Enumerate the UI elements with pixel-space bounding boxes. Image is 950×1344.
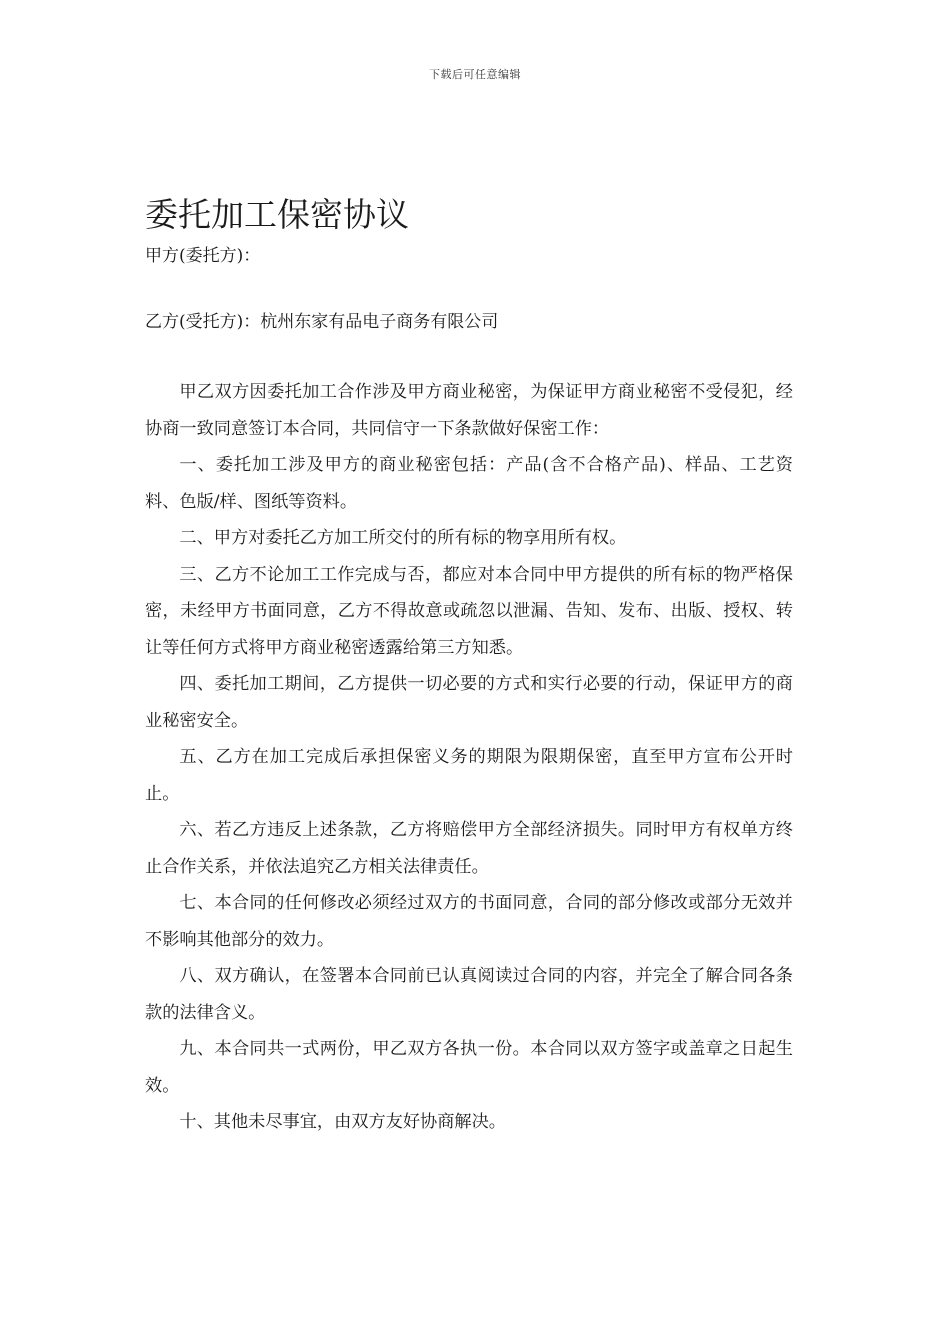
page-header-note: 下载后可任意编辑 xyxy=(429,68,521,81)
clause-10: 十、其他未尽事宜，由双方友好协商解决。 xyxy=(179,1112,506,1132)
document-title: 委托加工保密协议 xyxy=(145,195,409,234)
party-a-line: 甲方(委托方)： xyxy=(145,246,261,266)
clause-8: 八、双方确认，在签署本合同前已认真阅读过合同的内容，并完全了解合同各条款的法律含义。 xyxy=(145,966,793,1023)
clause-6: 六、若乙方违反上述条款，乙方将赔偿甲方全部经济损失。同时甲方有权单方终止合作关系，并依法追究乙方相关法律责任。 xyxy=(145,820,793,877)
agreement-body xyxy=(145,374,793,1141)
clause-7: 七、本合同的任何修改必须经过双方的书面同意，合同的部分修改或部分无效并不影响其他部分的效力。 xyxy=(145,893,793,950)
clause-4: 四、委托加工期间，乙方提供一切必要的方式和实行必要的行动，保证甲方的商业秘密安全。 xyxy=(145,674,793,731)
clause-5: 五、乙方在加工完成后承担保密义务的期限为限期保密，直至甲方宣布公开时止。 xyxy=(145,747,793,804)
clause-1: 一、委托加工涉及甲方的商业秘密包括：产品(含不合格产品)、样品、工艺资料、色版/样、图纸等资料。 xyxy=(145,455,793,512)
clause-9: 九、本合同共一式两份，甲乙双方各执一份。本合同以双方签字或盖章之日起生效。 xyxy=(145,1039,793,1096)
party-b-line: 乙方(受托方)：杭州东家有品电子商务有限公司 xyxy=(145,312,499,332)
clause-3: 三、乙方不论加工工作完成与否，都应对本合同中甲方提供的所有标的物严格保密，未经甲方书面同意，乙方不得故意或疏忽以泄漏、告知、发布、出版、授权、转让等任何方式将甲方商业秘密透露给第三方知悉。 xyxy=(145,564,793,658)
preamble-paragraph: 甲乙双方因委托加工合作涉及甲方商业秘密，为保证甲方商业秘密不受侵犯，经协商一致同意签订本合同，共同信守一下条款做好保密工作： xyxy=(145,382,793,439)
clause-2: 二、甲方对委托乙方加工所交付的所有标的物享用所有权。 xyxy=(179,528,627,548)
